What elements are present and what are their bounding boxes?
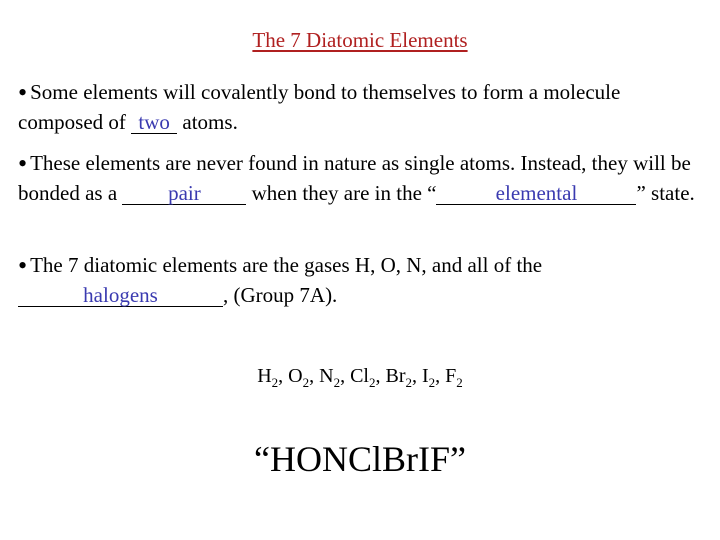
diatomic-formulas [0,365,720,391]
fill-blank-two: two [131,111,177,134]
bullet-1-text-after: atoms. [177,110,238,134]
bullet-dot: • [18,78,28,107]
bullet-2-text-middle: when they are in the “ [246,181,437,205]
bullet-point-1 [18,77,698,137]
bullet-3-text-before: The 7 diatomic elements are the gases H, O, N, and all of the [30,253,543,277]
bullet-2-text-before: These elements are never found in nature as single atoms. Instead, they will be bonded as a [18,151,691,205]
bullet-2-text-after: ” state. [636,181,695,205]
mnemonic-honclbrif: “HONClBrIF” [254,439,466,479]
fill-blank-halogens: halogens [18,284,223,307]
formula-f2: $F_2$ [445,365,463,390]
bullet-3-text-after: , (Group 7A). [223,283,338,307]
formula-cl2: $Cl_2$, [350,365,386,390]
fill-blank-pair: pair [122,182,246,205]
slide-title: The 7 Diatomic Elements [252,28,468,52]
bullet-point-2 [18,148,698,208]
fill-blank-elemental: elemental [436,182,636,205]
bullet-dot: • [18,251,28,280]
bullet-dot: • [18,149,28,178]
formula-h2: $H_2$, [257,365,289,390]
formula-br2: $Br_2$, [385,365,422,390]
bullet-1-text-before: Some elements will covalently bond to themselves to form a molecule composed of [18,80,621,134]
formula-n2: $N_2$, [319,365,351,390]
formula-i2: $I_2$, [421,365,446,390]
bullet-point-3 [18,250,698,310]
formula-o2: $O_2$, [288,365,320,390]
